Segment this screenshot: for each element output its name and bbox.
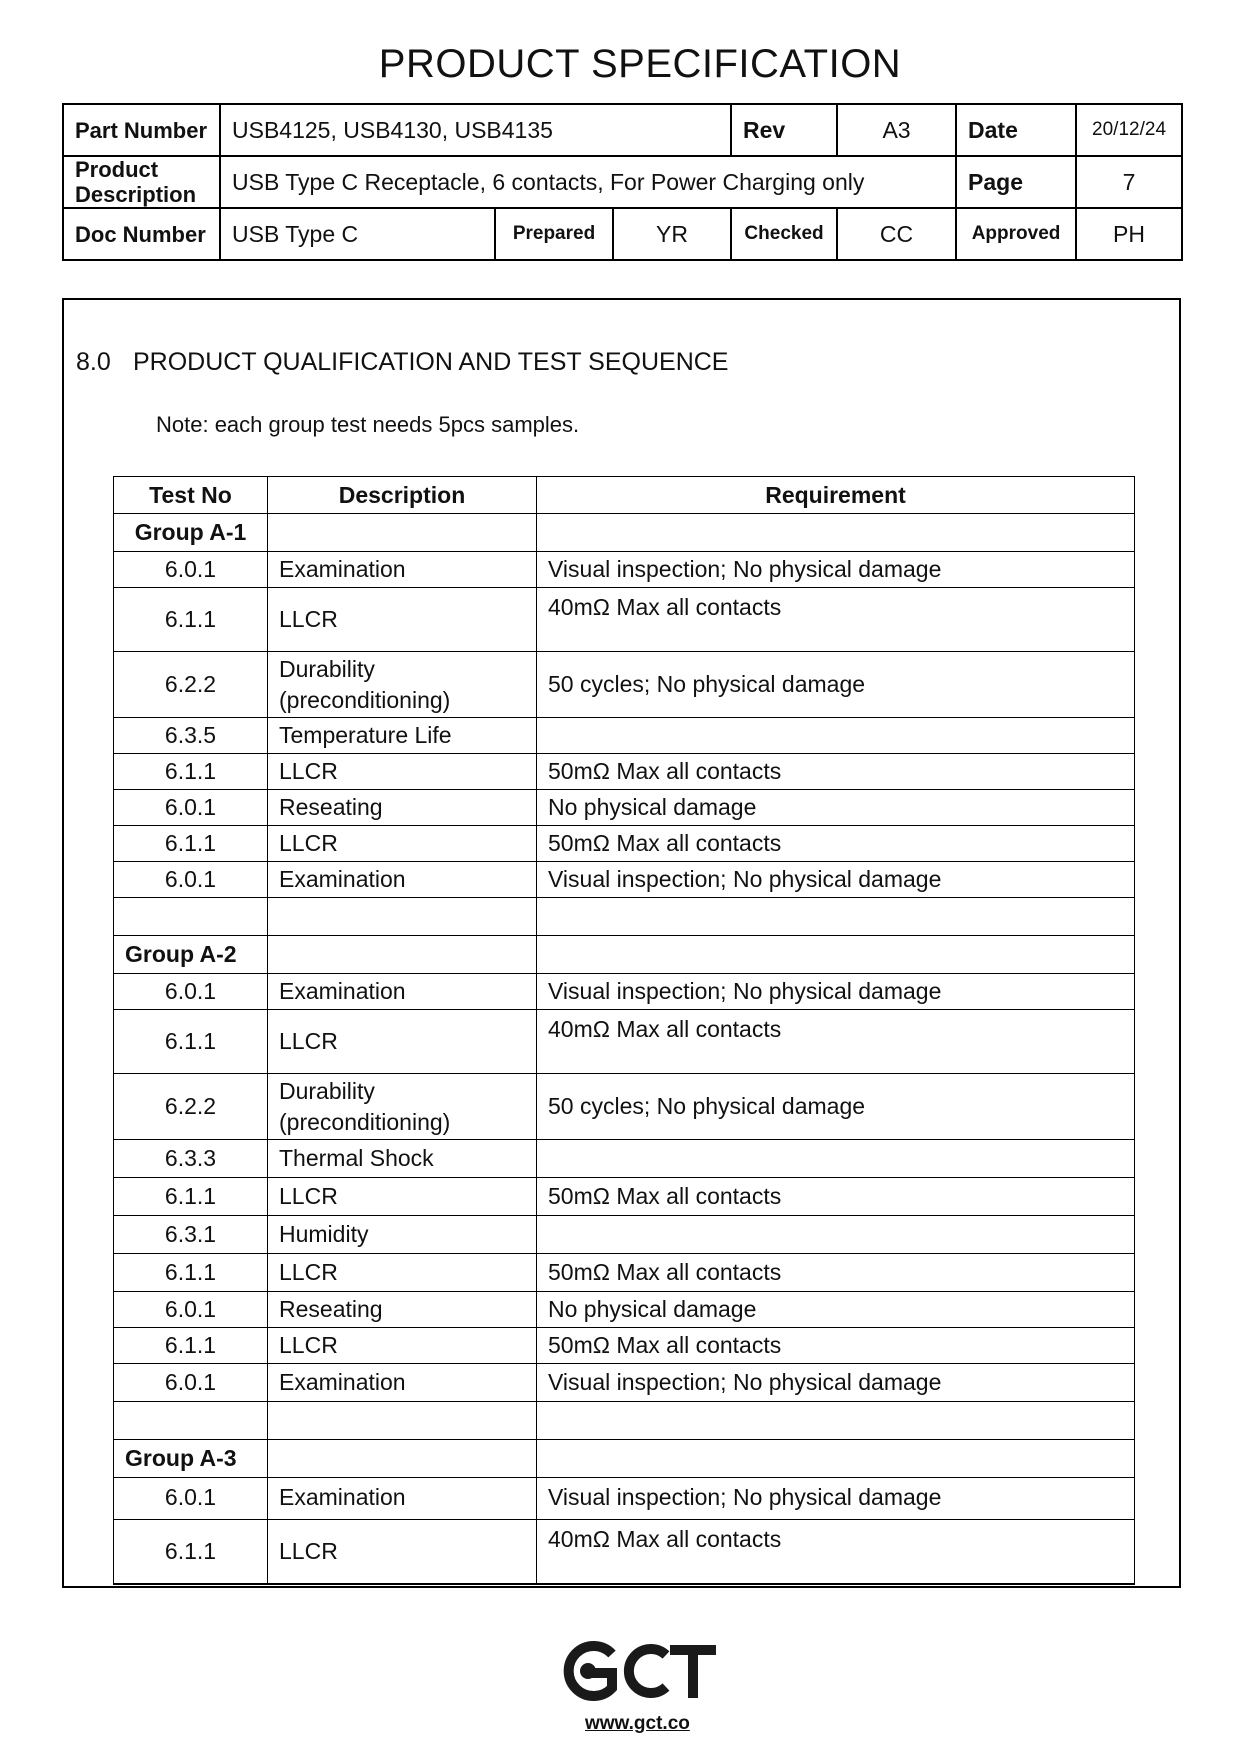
description-cell: Examination — [268, 862, 537, 898]
test-sequence-table — [113, 476, 1135, 1585]
description-cell: LLCR — [268, 1520, 537, 1585]
table-row — [114, 1010, 1135, 1074]
requirement-cell: Visual inspection; No physical damage — [537, 1478, 1135, 1520]
description-cell: LLCR — [268, 1178, 537, 1216]
group-row — [114, 1440, 1135, 1478]
test-no-cell: 6.1.1 — [114, 826, 268, 862]
part-number-label: Part Number — [63, 104, 220, 156]
date-value: 20/12/24 — [1076, 104, 1182, 156]
requirement-cell: 50 cycles; No physical damage — [537, 1074, 1135, 1140]
table-row — [114, 1074, 1135, 1140]
table-row — [114, 974, 1135, 1010]
group-label: Group A-1 — [114, 514, 268, 552]
test-no-cell: 6.1.1 — [114, 1010, 268, 1074]
test-no-cell: 6.0.1 — [114, 862, 268, 898]
table-row — [114, 1292, 1135, 1328]
group-label: Group A-2 — [114, 936, 268, 974]
description-cell — [268, 936, 537, 974]
section-heading — [76, 348, 728, 377]
column-header-description: Description — [268, 477, 537, 514]
date-label: Date — [956, 104, 1076, 156]
requirement-cell — [537, 718, 1135, 754]
table-row — [114, 1364, 1135, 1402]
test-no-cell: 6.0.1 — [114, 790, 268, 826]
section-title: PRODUCT QUALIFICATION AND TEST SEQUENCE — [133, 348, 729, 376]
description-cell: Examination — [268, 1364, 537, 1402]
test-no-cell: 6.1.1 — [114, 588, 268, 652]
requirement-cell: 50mΩ Max all contacts — [537, 1328, 1135, 1364]
requirement-cell: 50mΩ Max all contacts — [537, 754, 1135, 790]
table-row — [114, 588, 1135, 652]
part-number-value: USB4125, USB4130, USB4135 — [220, 104, 731, 156]
page-value: 7 — [1076, 156, 1182, 208]
gct-logo-mark — [569, 1646, 716, 1698]
table-row — [114, 718, 1135, 754]
description-cell — [268, 1402, 537, 1440]
table-row — [114, 790, 1135, 826]
spacer-row — [114, 898, 1135, 936]
test-no-cell: 6.1.1 — [114, 1178, 268, 1216]
test-no-cell: 6.1.1 — [114, 1328, 268, 1364]
spacer-row — [114, 1402, 1135, 1440]
test-no-cell: 6.3.5 — [114, 718, 268, 754]
page-label: Page — [956, 156, 1076, 208]
test-no-cell — [114, 1402, 268, 1440]
section-note: Note: each group test needs 5pcs samples. — [156, 412, 580, 437]
requirement-cell: 50mΩ Max all contacts — [537, 826, 1135, 862]
requirement-cell — [537, 898, 1135, 936]
requirement-cell: Visual inspection; No physical damage — [537, 862, 1135, 898]
table-row — [114, 1328, 1135, 1364]
product-description-value: USB Type C Receptacle, 6 contacts, For Power Charging only — [220, 156, 956, 208]
gct-logo — [560, 1640, 720, 1702]
test-no-cell: 6.0.1 — [114, 1292, 268, 1328]
table-row — [114, 826, 1135, 862]
doc-number-label: Doc Number — [63, 208, 220, 260]
test-no-cell — [114, 898, 268, 936]
description-cell: Durability (preconditioning) — [268, 652, 537, 718]
prepared-value: YR — [613, 208, 731, 260]
table-row — [114, 1216, 1135, 1254]
table-row — [114, 1478, 1135, 1520]
requirement-cell — [537, 514, 1135, 552]
test-no-cell: 6.1.1 — [114, 1520, 268, 1585]
description-cell: Reseating — [268, 790, 537, 826]
description-cell: Durability (preconditioning) — [268, 1074, 537, 1140]
approved-label: Approved — [956, 208, 1076, 260]
requirement-cell: No physical damage — [537, 790, 1135, 826]
requirement-cell: Visual inspection; No physical damage — [537, 974, 1135, 1010]
approved-value: PH — [1076, 208, 1182, 260]
requirement-cell: 40mΩ Max all contacts — [537, 1520, 1135, 1585]
doc-number-value: USB Type C — [220, 208, 495, 260]
rev-label: Rev — [731, 104, 837, 156]
description-cell — [268, 898, 537, 936]
group-label: Group A-3 — [114, 1440, 268, 1478]
requirement-cell — [537, 1440, 1135, 1478]
requirement-cell — [537, 1140, 1135, 1178]
table-row — [114, 1140, 1135, 1178]
website-link[interactable]: www.gct.co — [585, 1713, 690, 1734]
checked-label: Checked — [731, 208, 837, 260]
group-row — [114, 514, 1135, 552]
description-cell: Examination — [268, 974, 537, 1010]
description-cell: Examination — [268, 1478, 537, 1520]
description-cell: Humidity — [268, 1216, 537, 1254]
requirement-cell: Visual inspection; No physical damage — [537, 1364, 1135, 1402]
table-row — [114, 552, 1135, 588]
requirement-cell: 40mΩ Max all contacts — [537, 1010, 1135, 1074]
table-row — [114, 754, 1135, 790]
column-header-test-no: Test No — [114, 477, 268, 514]
test-no-cell: 6.3.3 — [114, 1140, 268, 1178]
requirement-cell: 50 cycles; No physical damage — [537, 652, 1135, 718]
description-cell — [268, 1440, 537, 1478]
description-cell: LLCR — [268, 1010, 537, 1074]
description-cell: LLCR — [268, 754, 537, 790]
description-cell: Thermal Shock — [268, 1140, 537, 1178]
checked-value: CC — [837, 208, 956, 260]
requirement-cell — [537, 936, 1135, 974]
rev-value: A3 — [837, 104, 956, 156]
requirement-cell — [537, 1216, 1135, 1254]
group-row — [114, 936, 1135, 974]
prepared-label: Prepared — [495, 208, 613, 260]
requirement-cell: 50mΩ Max all contacts — [537, 1178, 1135, 1216]
table-row — [114, 1178, 1135, 1216]
content-frame — [62, 298, 1181, 1588]
description-cell: LLCR — [268, 1254, 537, 1292]
description-cell: Temperature Life — [268, 718, 537, 754]
requirement-cell — [537, 1402, 1135, 1440]
product-description-label: Product Description — [63, 156, 220, 208]
test-no-cell: 6.2.2 — [114, 1074, 268, 1140]
test-no-cell: 6.0.1 — [114, 1478, 268, 1520]
test-no-cell: 6.3.1 — [114, 1216, 268, 1254]
test-no-cell: 6.2.2 — [114, 652, 268, 718]
table-row — [114, 1520, 1135, 1585]
description-cell — [268, 514, 537, 552]
table-row — [114, 862, 1135, 898]
test-no-cell: 6.1.1 — [114, 1254, 268, 1292]
description-cell: LLCR — [268, 588, 537, 652]
requirement-cell: 50mΩ Max all contacts — [537, 1254, 1135, 1292]
document-title: PRODUCT SPECIFICATION — [378, 42, 902, 86]
section-number: 8.0 — [76, 348, 111, 376]
requirement-cell: No physical damage — [537, 1292, 1135, 1328]
requirement-cell: Visual inspection; No physical damage — [537, 552, 1135, 588]
requirement-cell: 40mΩ Max all contacts — [537, 588, 1135, 652]
table-row — [114, 652, 1135, 718]
test-no-cell: 6.0.1 — [114, 552, 268, 588]
description-cell: LLCR — [268, 1328, 537, 1364]
description-cell: LLCR — [268, 826, 537, 862]
test-no-cell: 6.0.1 — [114, 974, 268, 1010]
description-cell: Examination — [268, 552, 537, 588]
table-row — [114, 1254, 1135, 1292]
description-cell: Reseating — [268, 1292, 537, 1328]
test-no-cell: 6.0.1 — [114, 1364, 268, 1402]
header-table — [62, 103, 1183, 261]
test-no-cell: 6.1.1 — [114, 754, 268, 790]
column-header-requirement: Requirement — [537, 477, 1135, 514]
